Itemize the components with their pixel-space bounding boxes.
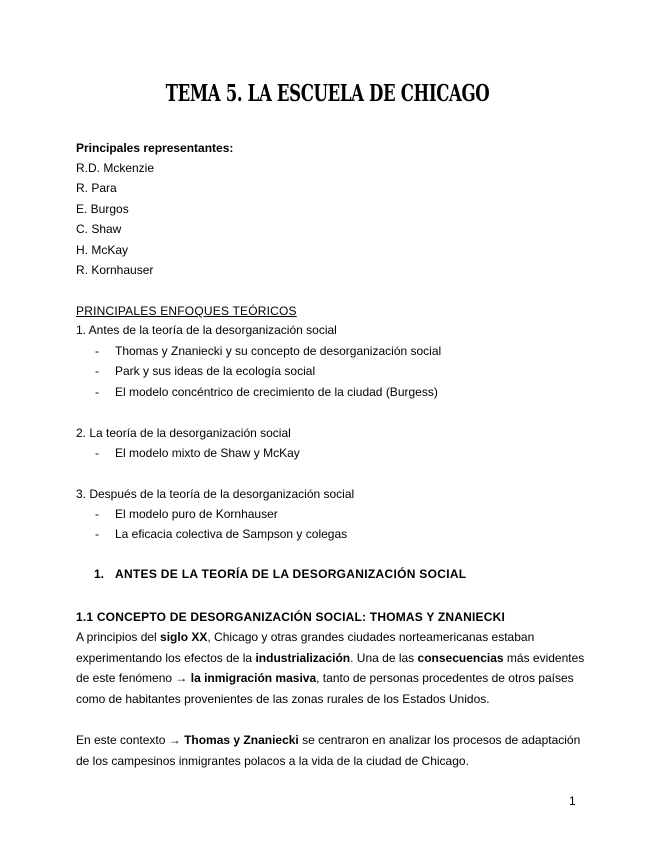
list-item: El modelo mixto de Shaw y McKay xyxy=(115,446,300,460)
list-item: Thomas y Znaniecki y su concepto de desorganización social xyxy=(115,344,442,358)
paragraph-line: de este fenómeno → la inmigración masiva, tanto de personas procedentes de otros países xyxy=(76,671,574,685)
paragraph-line: experimentando los efectos de la industrialización. Una de las consecuencias más evidentes xyxy=(76,650,585,665)
list-dash: - xyxy=(95,344,99,358)
list-item: El modelo puro de Kornhauser xyxy=(115,507,278,521)
page-number: 1 xyxy=(569,794,576,808)
list-item: El modelo concéntrico de crecimiento de la ciudad (Burgess) xyxy=(115,385,438,399)
section-number: 1. xyxy=(94,567,105,581)
paragraph-2 xyxy=(76,730,581,771)
representative-name: R.D. Mckenzie xyxy=(76,161,155,175)
subsection-heading: 1.1 CONCEPTO DE DESORGANIZACIÓN SOCIAL: THOMAS Y ZNANIECKI xyxy=(76,610,505,624)
list-dash: - xyxy=(95,527,99,541)
paragraph-line: de los campesinos inmigrantes polacos a la vida de la ciudad de Chicago. xyxy=(76,753,469,768)
paragraph-line: En este contexto → Thomas y Znaniecki se centraron en analizar los procesos de adaptación xyxy=(76,733,581,747)
paragraph-line: como de habitantes provenientes de las zonas rurales de los Estados Unidos. xyxy=(76,691,490,706)
list-item: Park y sus ideas de la ecología social xyxy=(115,364,316,378)
approach-group-label: 2. La teoría de la desorganización social xyxy=(76,426,291,440)
paragraph-1 xyxy=(76,627,585,709)
approach-group-label: 1. Antes de la teoría de la desorganización social xyxy=(76,323,337,337)
list-item: La eficacia colectiva de Sampson y colegas xyxy=(115,527,348,541)
approaches-heading: PRINCIPALES ENFOQUES TEÓRICOS xyxy=(76,304,297,318)
list-dash: - xyxy=(95,507,99,521)
list-dash: - xyxy=(95,446,99,460)
page-title: TEMA 5. LA ESCUELA DE CHICAGO xyxy=(165,80,490,107)
representatives-heading: Principales representantes: xyxy=(76,141,234,155)
list-dash: - xyxy=(95,364,99,378)
paragraph-line: A principios del siglo XX, Chicago y otras grandes ciudades norteamericanas estaban xyxy=(76,630,535,644)
representative-name: H. McKay xyxy=(76,243,129,257)
section-heading: ANTES DE LA TEORÍA DE LA DESORGANIZACIÓN SOCIAL xyxy=(115,567,467,581)
representative-name: E. Burgos xyxy=(76,202,129,216)
representative-name: C. Shaw xyxy=(76,222,122,236)
list-dash: - xyxy=(95,385,99,399)
representative-name: R. Para xyxy=(76,181,117,195)
approach-group-label: 3. Después de la teoría de la desorganización social xyxy=(76,487,355,501)
representative-name: R. Kornhauser xyxy=(76,263,154,277)
